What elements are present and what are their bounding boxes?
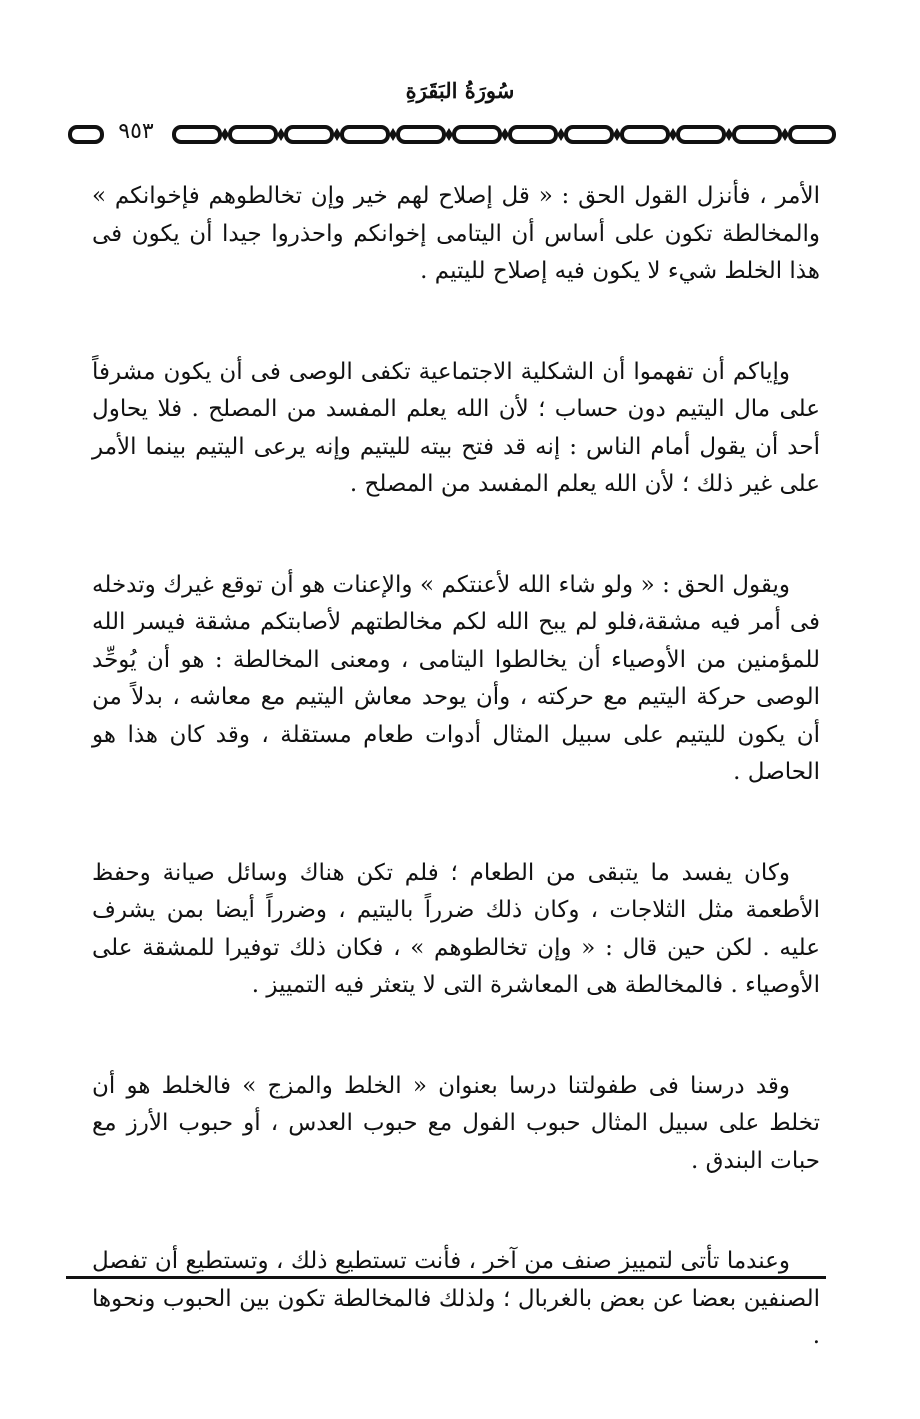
paragraph: ويقول الحق : « ولو شاء الله لأعنتكم » والإعنات هو أن توقع غيرك وتدخله فى أمر فيه مشقة،فلو لم يبح الله لكم مخالطتهم لأصابتكم مشقة فيسر الله للمؤمنين من الأوصياء أن يخالطوا اليتامى ، ومعنى المخالطة : هو أن يُوحِّد الوصى حركة اليتيم مع حركته ، وأن يوحد معاش اليتيم مع معاشه ، بدلاً من أن يكون لليتيم على سبيل المثال أدوات طعام مستقلة ، وقد كان هذا هو الحاصل .	[92, 571, 820, 785]
header-ornament-border	[68, 118, 838, 152]
paragraph: وعندما تأتى لتمييز صنف من آخر ، فأنت تستطيع ذلك ، وتستطيع أن تفصل الصنفين بعضا عن بعض بالغربال ؛ ولذلك فالمخالطة تكون بين الحبوب ونحوها .	[92, 1248, 820, 1349]
surah-title: سُورَةُ البَقَرَةِ	[405, 78, 515, 103]
paragraph: وكان يفسد ما يتبقى من الطعام ؛ فلم تكن هناك وسائل صيانة وحفظ الأطعمة مثل الثلاجات ، وكان ذلك ضرراً باليتيم ، وضرراً أيضا بمن يشرف عليه . لكن حين قال : « وإن تخالطوهم » ، فكان ذلك توفيرا للمشقة على الأوصياء . فالمخالطة هى المعاشرة التى لا يتعثر فيه التمييز .	[92, 859, 820, 998]
page-number: ٩٥٣	[106, 119, 166, 144]
page-body-text	[92, 178, 820, 1419]
paragraph: وقد درسنا فى طفولتنا درسا بعنوان « الخلط والمزج » فالخلط هو أن تخلط على سبيل المثال حبوب الفول مع حبوب العدس ، أو حبوب الأرز مع حبات البندق .	[92, 1072, 820, 1174]
paragraph: الأمر ، فأنزل القول الحق : « قل إصلاح لهم خير وإن تخالطوهم فإخوانكم » والمخالطة تكون على أساس أن اليتامى إخوانكم واحذروا جيدا أن يكون فى هذا الخلط شيء لا يكون فيه إصلاح لليتيم .	[92, 183, 820, 284]
footer-divider	[66, 1276, 826, 1279]
ornament-chain-icon	[68, 118, 838, 152]
paragraph: وإياكم أن تفهموا أن الشكلية الاجتماعية تكفى الوصى فى أن يكون مشرفاً على مال اليتيم دون حساب ؛ لأن الله يعلم المفسد من المصلح . فلا يحاول أحد أن يقول أمام الناس : إنه قد فتح بيته لليتيم وإنه يرعى اليتيم بينما الأمر على غير ذلك ؛ لأن الله يعلم المفسد من المصلح .	[92, 358, 820, 497]
